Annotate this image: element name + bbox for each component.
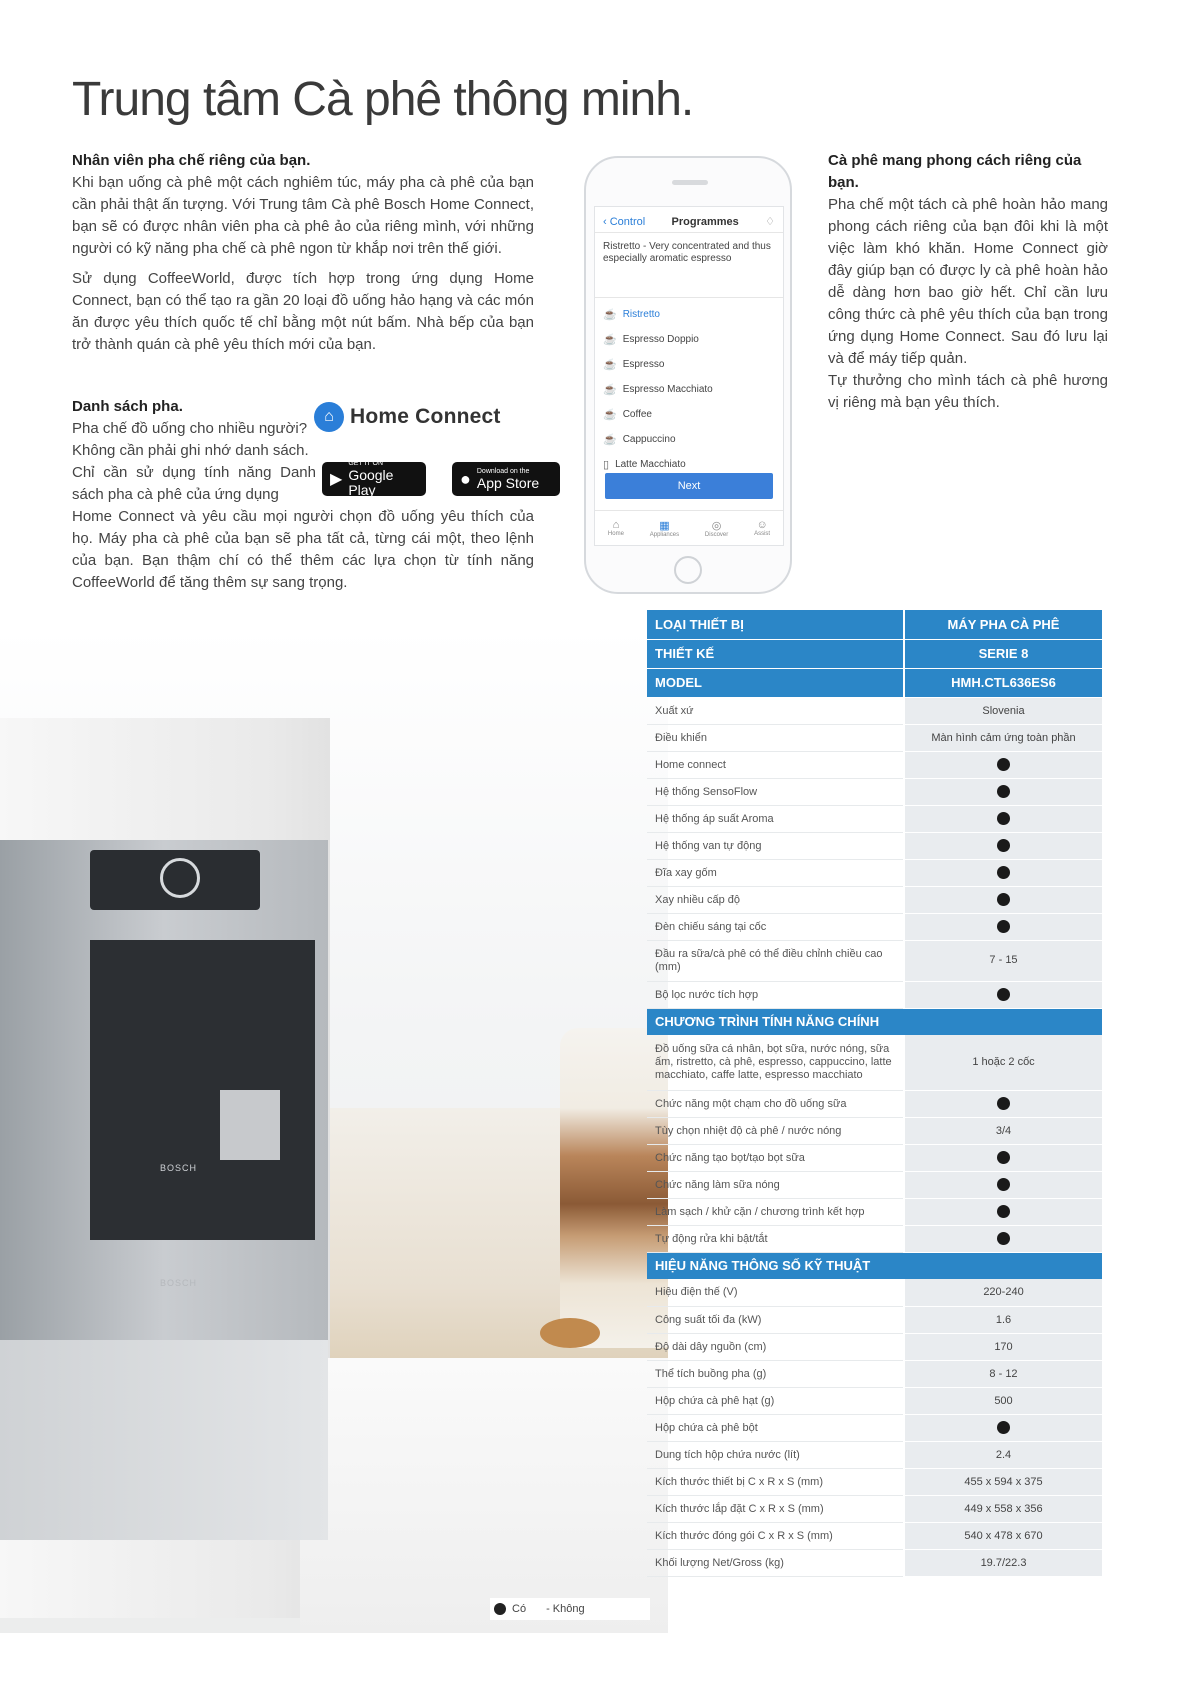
spec-value-bullet (904, 913, 1102, 940)
barista-heading: Nhân viên pha chế riêng của bạn. (72, 152, 311, 169)
barista-section (72, 150, 534, 364)
tab-assist[interactable]: ☺ Assist (754, 519, 771, 537)
spec-row (647, 1522, 1102, 1549)
spec-label: Home connect (647, 751, 904, 778)
spec-value-bullet (904, 1171, 1102, 1198)
spec-row (647, 697, 1102, 724)
spec-value-bullet (904, 751, 1102, 778)
spec-row (647, 1495, 1102, 1522)
spec-label: Công suất tối đa (kW) (647, 1306, 904, 1333)
spec-row (647, 886, 1102, 913)
spec-value-bullet (904, 805, 1102, 832)
brew-list-line-2: Không cần phải ghi nhớ danh sách. (72, 442, 309, 459)
programme-item[interactable]: ☕ Espresso Doppio (603, 334, 699, 346)
spec-section-row (647, 1252, 1102, 1279)
programme-item[interactable]: ☕ Espresso Macchiato (603, 384, 713, 396)
spec-value: SERIE 8 (904, 639, 1102, 668)
spec-value-bullet (904, 1198, 1102, 1225)
spec-label: THIẾT KẾ (647, 639, 904, 668)
spec-row (647, 724, 1102, 751)
spec-label: Hiệu điện thế (V) (647, 1279, 904, 1306)
home-connect-logo-text: Home Connect (350, 405, 501, 428)
bullet-icon (997, 1151, 1010, 1164)
glass-icon: ▯ (603, 459, 610, 471)
spec-row (647, 1225, 1102, 1252)
spec-label: Kích thước đóng gói C x R x S (mm) (647, 1522, 904, 1549)
cup-icon: ☕ (603, 434, 617, 446)
brew-list-heading: Danh sách pha. (72, 398, 183, 415)
spec-row (647, 1171, 1102, 1198)
app-tabbar (595, 510, 783, 545)
machine-brand-label: BOSCH (160, 1163, 198, 1173)
spec-value-bullet (904, 1414, 1102, 1441)
spec-label: Chức năng một chạm cho đồ uống sữa (647, 1090, 904, 1117)
spec-value-bullet (904, 778, 1102, 805)
bullet-icon (997, 1097, 1010, 1110)
cup-icon: ☕ (603, 309, 617, 321)
spec-label: Độ dài dây nguồn (cm) (647, 1333, 904, 1360)
legend-yes: Có (512, 1603, 527, 1615)
cup-icon: ☕ (603, 359, 617, 371)
programme-item[interactable]: ☕ Coffee (603, 409, 652, 421)
coffee-machine-image (0, 840, 328, 1340)
brew-list-line-1: Pha chế đồ uống cho nhiều người? (72, 420, 308, 437)
spec-value-bullet (904, 1144, 1102, 1171)
spec-value: Slovenia (904, 697, 1102, 724)
programme-item[interactable]: ☕ Espresso (603, 359, 665, 371)
spec-label: Hệ thống SensoFlow (647, 778, 904, 805)
spec-header-row (647, 610, 1102, 639)
bullet-icon (997, 812, 1010, 825)
spec-row (647, 1549, 1102, 1576)
spec-table (647, 610, 1102, 1577)
spec-label: Hệ thống áp suất Aroma (647, 805, 904, 832)
apple-icon: ● (460, 468, 471, 489)
machine-spout (220, 1090, 280, 1160)
spec-label: Dung tích hộp chứa nước (lít) (647, 1441, 904, 1468)
cup-icon: ☕ (603, 334, 617, 346)
spec-value: Màn hình cảm ứng toàn phần (904, 724, 1102, 751)
spec-value: 170 (904, 1333, 1102, 1360)
next-button[interactable]: Next (605, 473, 773, 499)
spec-value: MÁY PHA CÀ PHÊ (904, 610, 1102, 639)
spec-label: Tự động rửa khi bật/tắt (647, 1225, 904, 1252)
spec-value-bullet (904, 1090, 1102, 1117)
legend (490, 1598, 650, 1620)
spec-row (647, 859, 1102, 886)
barista-paragraph-2: Sử dụng CoffeeWorld, được tích hợp trong ứng dụng Home Connect, bạn có thể tạo ra gần 20 loại đồ uống hảo hạng và các món ăn được yêu thích quốc tế chỉ bằng một nút bấm. Nhà bếp của bạn trở thành quán cà phê yêu thích mới của bạn. (72, 270, 534, 353)
spec-label: Xay nhiều cấp độ (647, 886, 904, 913)
spec-row (647, 1387, 1102, 1414)
spec-label: Khối lượng Net/Gross (kg) (647, 1549, 904, 1576)
machine-dispenser (90, 940, 315, 1240)
product-photo (0, 628, 668, 1633)
spec-label: Kích thước thiết bị C x R x S (mm) (647, 1468, 904, 1495)
page-title: Trung tâm Cà phê thông minh. (72, 73, 694, 126)
bullet-icon (997, 1178, 1010, 1191)
spec-value-bullet (904, 886, 1102, 913)
spec-label: Chức năng làm sữa nóng (647, 1171, 904, 1198)
machine-dial (160, 858, 200, 898)
programme-item[interactable]: ☕ Cappuccino (603, 434, 676, 446)
compass-icon: ◎ (711, 519, 722, 532)
assist-icon: ☺ (756, 519, 768, 531)
bullet-icon (494, 1603, 506, 1615)
bullet-icon (997, 1205, 1010, 1218)
programme-list (595, 298, 783, 481)
machine-brand-label-lower: BOSCH (160, 1278, 198, 1288)
phone-home-button (674, 556, 702, 584)
spec-row (647, 940, 1102, 981)
spec-value-bullet (904, 981, 1102, 1008)
spec-value-bullet (904, 832, 1102, 859)
machine-lower-panel (0, 1340, 328, 1540)
bell-icon[interactable]: ♢ (765, 216, 775, 228)
home-icon: ⌂ (612, 519, 620, 531)
brew-list-rest: Home Connect và yêu cầu mọi người chọn đồ uống yêu thích của họ. Máy pha cà phê của bạn sẽ pha tất cả, từng cái một, theo lệnh của bạn. Bạn thậm chí có thể thêm các lựa chọn từ tính năng CoffeeWorld để tăng thêm sự sang trọng. (72, 508, 534, 591)
legend-no: - Không (546, 1603, 585, 1615)
spec-value: 500 (904, 1387, 1102, 1414)
play-icon: ▶ (330, 471, 343, 488)
machine-display (90, 850, 260, 910)
cup-icon: ☕ (603, 409, 617, 421)
home-connect-icon: ⌂ (314, 402, 344, 432)
personal-coffee-paragraph-1: Pha chế một tách cà phê hoàn hảo mang phong cách riêng của bạn đôi khi là một việc làm khó khăn. Home Connect giờ đây giúp bạn có được ly cà phê hoàn hảo dễ dàng hơn bao giờ hết. Chỉ cần lưu công thức cà phê yêu thích của bạn trong ứng dụng Home Connect. Sau đó lưu lại và để máy tiếp quản. (828, 196, 1108, 367)
spec-row (647, 778, 1102, 805)
app-store-small: Download on the (476, 467, 530, 475)
photo-counter (300, 1358, 668, 1633)
spec-value: 8 - 12 (904, 1360, 1102, 1387)
spec-label: Thể tích buồng pha (g) (647, 1360, 904, 1387)
spec-label: Xuất xứ (647, 697, 904, 724)
spec-section-title: HIỆU NĂNG THÔNG SỐ KỸ THUẬT (647, 1252, 1102, 1279)
spec-value: 540 x 478 x 670 (904, 1522, 1102, 1549)
spec-label: Đèn chiếu sáng tại cốc (647, 913, 904, 940)
spec-label: Đầu ra sữa/cà phê có thể điều chỉnh chiều cao (mm) (647, 940, 904, 981)
spec-label: Tùy chọn nhiệt độ cà phê / nước nóng (647, 1117, 904, 1144)
programme-description: Ristretto - Very concentrated and thus especially aromatic espresso (595, 233, 783, 298)
google-play-big: Google Play (348, 467, 394, 498)
tab-discover[interactable]: ◎ Discover (704, 519, 729, 538)
spec-row (647, 1198, 1102, 1225)
spec-value: 455 x 594 x 375 (904, 1468, 1102, 1495)
spec-value: 1 hoặc 2 cốc (904, 1035, 1102, 1090)
google-play-badge[interactable] (322, 462, 426, 496)
spec-value: 220-240 (904, 1279, 1102, 1306)
brew-list-line-3: Chỉ cần sử dụng tính năng Danh sách pha cà phê của ứng dụng (72, 464, 316, 503)
appliance-icon: ▦ (659, 519, 670, 532)
cup-icon: ☕ (603, 384, 617, 396)
spec-label: Điều khiển (647, 724, 904, 751)
bullet-icon (997, 920, 1010, 933)
spec-row (647, 1279, 1102, 1306)
spec-label: Hệ thống van tự động (647, 832, 904, 859)
spec-section-row (647, 1008, 1102, 1035)
bullet-icon (997, 893, 1010, 906)
app-store-badge[interactable] (452, 462, 560, 496)
spec-header-row (647, 668, 1102, 697)
spec-label: Đồ uống sữa cá nhân, bọt sữa, nước nóng, sữa ấm, ristretto, cà phê, espresso, cappuccino, latte macchiato, caffe latte, espresso macchiato (647, 1035, 904, 1090)
spec-row (647, 1117, 1102, 1144)
spec-value: 1.6 (904, 1306, 1102, 1333)
spec-row (647, 1090, 1102, 1117)
spec-label: Chức năng tạo bọt/tạo bọt sữa (647, 1144, 904, 1171)
spec-value: HMH.CTL636ES6 (904, 668, 1102, 697)
phone-speaker (672, 180, 708, 185)
spec-row (647, 1144, 1102, 1171)
spec-row (647, 1414, 1102, 1441)
spec-label: MODEL (647, 668, 904, 697)
app-store-big: App Store (476, 474, 540, 491)
spec-label: Làm sạch / khử cặn / chương trình kết hợp (647, 1198, 904, 1225)
spec-label: Hộp chứa cà phê bột (647, 1414, 904, 1441)
programme-item[interactable]: ▯ Latte Macchiato (603, 459, 686, 471)
spec-header-row (647, 639, 1102, 668)
spec-row (647, 805, 1102, 832)
spec-row (647, 981, 1102, 1008)
personal-coffee-heading: Cà phê mang phong cách riêng của bạn. (828, 152, 1082, 191)
spec-value: 449 x 558 x 356 (904, 1495, 1102, 1522)
spec-label: Kích thước lắp đặt C x R x S (mm) (647, 1495, 904, 1522)
tab-home[interactable]: ⌂ Home (607, 519, 624, 537)
spec-label: LOẠI THIẾT BỊ (647, 610, 904, 639)
spec-value: 2.4 (904, 1441, 1102, 1468)
home-connect-logo (314, 402, 501, 432)
spec-label: Bộ lọc nước tích hợp (647, 981, 904, 1008)
bullet-icon (997, 988, 1010, 1001)
spec-row (647, 1333, 1102, 1360)
spec-row (647, 1360, 1102, 1387)
spec-value: 7 - 15 (904, 940, 1102, 981)
bullet-icon (997, 839, 1010, 852)
spec-row (647, 751, 1102, 778)
personal-coffee-paragraph-2: Tự thưởng cho mình tách cà phê hương vị riêng mà bạn yêu thích. (828, 372, 1108, 411)
tab-appliances[interactable]: ▦ Appliances (649, 519, 680, 538)
back-button[interactable]: ‹ Control (603, 215, 646, 228)
spec-row (647, 1035, 1102, 1090)
spec-value-bullet (904, 859, 1102, 886)
spec-value: 19.7/22.3 (904, 1549, 1102, 1576)
spec-label: Hộp chứa cà phê hạt (g) (647, 1387, 904, 1414)
spec-row (647, 1468, 1102, 1495)
app-header-title: Programmes (671, 215, 739, 228)
barista-paragraph-1: Khi bạn uống cà phê một cách nghiêm túc, máy pha cà phê của bạn cần phải thật ấn tượng. Với Trung tâm Cà phê Bosch Home Connect, bạn sẽ có được nhân viên pha cà phê ảo của riêng mình, với những người có kỹ năng pha chế cà phê ngon từ khắp nơi trên thế giới. (72, 174, 534, 257)
cookies-image (540, 1318, 600, 1348)
phone-screen (594, 206, 784, 546)
app-header (595, 207, 783, 233)
spec-value-bullet (904, 1225, 1102, 1252)
google-play-small: GET IT ON (348, 460, 384, 467)
spec-label: Đĩa xay gốm (647, 859, 904, 886)
programme-item[interactable]: ☕ Ristretto (603, 309, 660, 321)
spec-row (647, 1306, 1102, 1333)
bullet-icon (997, 1421, 1010, 1434)
spec-row (647, 832, 1102, 859)
spec-row (647, 913, 1102, 940)
spec-section-title: CHƯƠNG TRÌNH TÍNH NĂNG CHÍNH (647, 1008, 1102, 1035)
personal-coffee-section (828, 150, 1108, 422)
bullet-icon (997, 785, 1010, 798)
bullet-icon (997, 758, 1010, 771)
spec-row (647, 1441, 1102, 1468)
bullet-icon (997, 866, 1010, 879)
spec-value: 3/4 (904, 1117, 1102, 1144)
bullet-icon (997, 1232, 1010, 1245)
phone-mockup (584, 156, 792, 594)
